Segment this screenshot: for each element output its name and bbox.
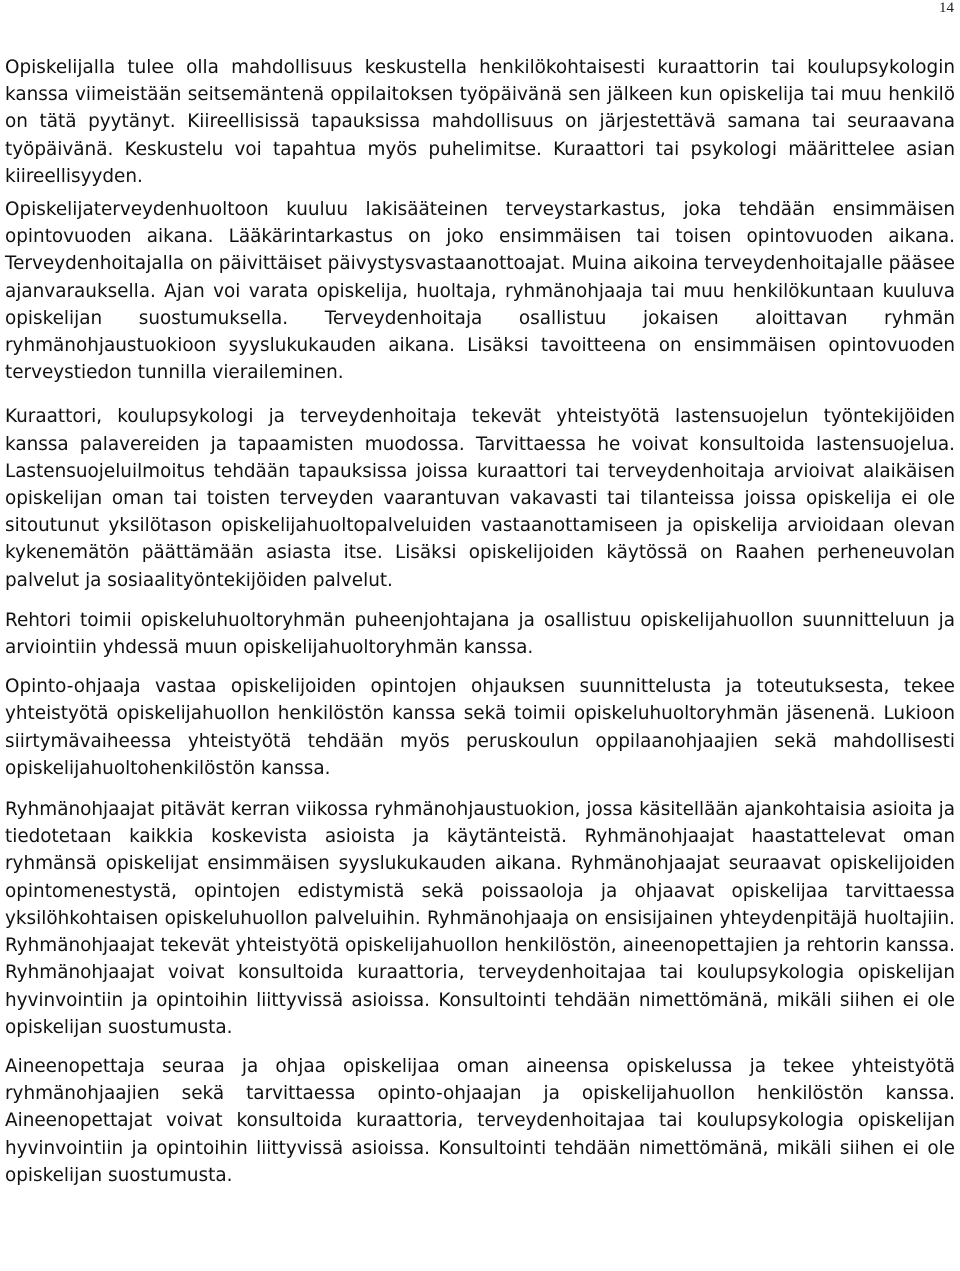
paragraph-study-counselor-role: Opinto-ohjaaja vastaa opiskelijoiden opintojen ohjauksen suunnittelusta ja toteutuksesta, tekee yhteistyötä opiskelijahuollon henkilöstön kanssa sekä toimii opiskeluhuoltoryhmän jäsenenä. Lukioon siirtymävaiheessa yhteistyötä tehdään myös peruskoulun oppilaanohjaajien sekä mahdollisesti opiskelijahuoltohenkilöstön kanssa.: [5, 676, 955, 779]
paragraph-child-protection-cooperation: Kuraattori, koulupsykologi ja terveydenhoitaja tekevät yhteistyötä lastensuojelun työntekijöiden kanssa palavereiden ja tapaamisten muodossa. Tarvittaessa he voivat konsultoida lastensuojelua. Lastensuojeluilmoitus tehdään tapauksissa joissa kuraattori tai terveydenhoitaja arvioivat alaikäisen opiskelijan oman tai toisten terveyden vaarantuvan vakavasti tai tilanteissa joissa opiskelija ei ole sitoutunut yksilötason opiskelijahuoltopalveluiden vastaanottamiseen ja opiskelija arvioidaan olevan kykenemätön päättämään asiasta itse. Lisäksi opiskelijoiden käytössä on Raahen perheneuvolan palvelut ja sosiaalityöntekijöiden palvelut.: [5, 406, 955, 591]
document-body: [5, 54, 955, 1189]
paragraph-counseling-access: Opiskelijalla tulee olla mahdollisuus keskustella henkilökohtaisesti kuraattorin tai koulupsykologin kanssa viimeistään seitsemäntenä oppilaitoksen työpäivänä sen jälkeen kun opiskelija tai muu henkilö on tätä pyytänyt. Kiireellisissä tapauksissa mahdollisuus on järjestettävä samana tai seuraavana työpäivänä. Keskustelu voi tapahtua myös puhelimitse. Kuraattori tai psykologi määrittelee asian kiireellisyyden.: [5, 57, 955, 187]
paragraph-principal-role: Rehtori toimii opiskeluhuoltoryhmän puheenjohtajana ja osallistuu opiskelijahuollon suunnitteluun ja arviointiin yhdessä muun opiskelijahuoltoryhmän kanssa.: [5, 609, 955, 659]
paragraph-subject-teacher-role: Aineenopettaja seuraa ja ohjaa opiskelijaa oman aineensa opiskelussa ja tekee yhteistyötä ryhmänohjaajien sekä tarvittaessa opinto-ohjaajan ja opiskelijahuollon henkilöstön kanssa. Aineenopettajat voivat konsultoida kuraattoria, terveydenhoitajaa tai koulupsykologia opiskelijan hyvinvointiin ja opintoihin liittyvissä asioissa. Konsultointi tehdään nimettömänä, mikäli siihen ei ole opiskelijan suostumusta.: [5, 1055, 955, 1186]
paragraph-student-health-care: Opiskelijaterveydenhuoltoon kuuluu lakisääteinen terveystarkastus, joka tehdään ensimmäisen opintovuoden aikana. Lääkärintarkastus on joko ensimmäisen tai toisen opintovuoden aikana. Terveydenhoitajalla on päivittäiset päivystysvastaanottoajat. Muina aikoina terveydenhoitajalle pääsee ajanvarauksella. Ajan voi varata opiskelija, huoltaja, ryhmänohjaaja tai muu henkilökuntaan kuuluva opiskelijan suostumuksella. Terveydenhoitaja osallistuu jokaisen aloittavan ryhmän ryhmänohjaustuokioon syyslukukauden aikana. Lisäksi tavoitteena on ensimmäisen opintovuoden terveystiedon tunnilla vieraileminen.: [5, 199, 955, 384]
page-number: 14: [939, 0, 954, 16]
paragraph-group-supervisors-role: Ryhmänohjaajat pitävät kerran viikossa ryhmänohjaustuokion, jossa käsitellään ajankohtaisia asioita ja tiedotetaan kaikkia koskevista asioista ja käytänteistä. Ryhmänohjaajat haastattelevat oman ryhmänsä opiskelijat ensimmäisen syyslukukauden aikana. Ryhmänohjaajat seuraavat opiskelijoiden opintomenestystä, opintojen edistymistä sekä poissaoloja ja ohjaavat opiskelijaa tarvittaessa yksilöhkohtaisen opiskeluhuollon palveluihin. Ryhmänohjaaja on ensisijainen yhteydenpitäjä huoltajiin. Ryhmänohjaajat tekevät yhteistyötä opiskelijahuollon henkilöstön, aineenopettajien ja rehtorin kanssa. Ryhmänohjaajat voivat konsultoida kuraattoria, terveydenhoitajaa tai koulupsykologia opiskelijan hyvinvointiin ja opintoihin liittyvissä asioissa. Konsultointi tehdään nimettömänä, mikäli siihen ei ole opiskelijan suostumusta.: [5, 799, 955, 1038]
